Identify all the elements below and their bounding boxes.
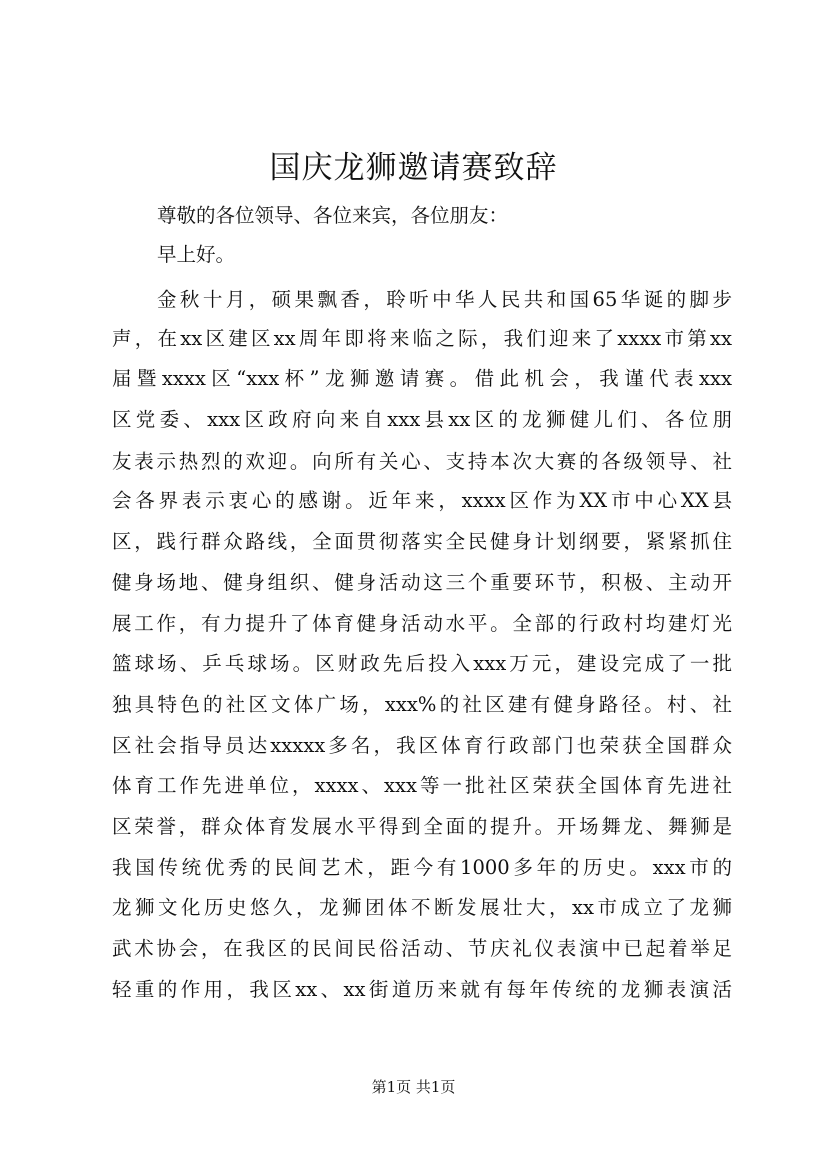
body-line: 区，践行群众路线，全面贯彻落实全民健身计划纲要，紧紧抓住 (112, 530, 732, 553)
salutation-line: 早上好。 (157, 243, 236, 266)
page-number-footer: 第1页 共1页 (371, 1078, 456, 1096)
body-line: 区社会指导员达xxxxx多名，我区体育行政部门也荣获全国群众 (112, 734, 732, 757)
body-line: 我国传统优秀的民间艺术，距今有1000多年的历史。xxx市的 (112, 856, 732, 879)
body-line: 轻重的作用，我区xx、xx街道历来就有每年传统的龙狮表演活 (112, 978, 732, 1001)
body-line: 区党委、xxx区政府向来自xxx县xx区的龙狮健儿们、各位朋 (112, 408, 732, 431)
body-line: 会各界表示衷心的感谢。近年来，xxxx区作为XX市中心XX县 (112, 489, 732, 512)
body-line: 龙狮文化历史悠久，龙狮团体不断发展壮大，xx市成立了龙狮 (112, 896, 732, 919)
body-line: 篮球场、乒乓球场。区财政先后投入xxx万元，建设完成了一批 (112, 652, 732, 675)
body-line: 友表示热烈的欢迎。向所有关心、支持本次大赛的各级领导、社 (112, 450, 732, 473)
body-line: 届暨xxxx区“xxx杯”龙狮邀请赛。借此机会，我谨代表xxx (112, 367, 732, 390)
document-title: 国庆龙狮邀请赛致辞 (269, 150, 558, 186)
body-line: 金秋十月，硕果飘香，聆听中华人民共和国65华诞的脚步 (157, 288, 732, 311)
body-line: 独具特色的社区文体广场，xxx%的社区建有健身路径。村、社 (112, 693, 732, 716)
body-line: 声，在xx区建区xx周年即将来临之际，我们迎来了xxxx市第xx (112, 327, 732, 350)
body-line: 展工作，有力提升了体育健身活动水平。全部的行政村均建灯光 (112, 612, 732, 635)
body-line: 区荣誉，群众体育发展水平得到全面的提升。开场舞龙、舞狮是 (112, 815, 732, 838)
body-line: 武术协会，在我区的民间民俗活动、节庆礼仪表演中已起着举足 (112, 937, 732, 960)
greeting-line: 尊敬的各位领导、各位来宾，各位朋友： (157, 204, 509, 227)
body-line: 体育工作先进单位，xxxx、xxx等一批社区荣获全国体育先进社 (112, 774, 732, 797)
body-line: 健身场地、健身组织、健身活动这三个重要环节，积极、主动开 (112, 571, 732, 594)
